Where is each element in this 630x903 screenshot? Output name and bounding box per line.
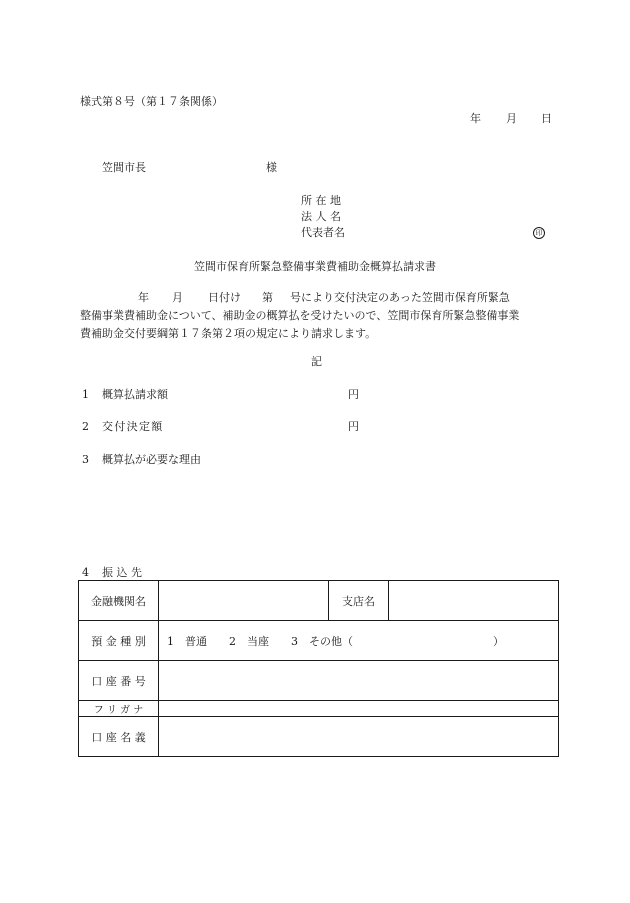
account-name-row: [79, 717, 559, 757]
body-year: 年: [138, 291, 149, 304]
furigana-field[interactable]: [159, 701, 559, 717]
body-date-suffix: 日付け: [208, 291, 241, 304]
deposit-type-label: 預 金 種 別: [79, 621, 159, 661]
account-number-row: [79, 661, 559, 701]
body-month: 月: [172, 291, 183, 304]
body-line-1-rest: 号により交付決定のあった笠間市保育所緊急: [290, 291, 510, 304]
account-name-label: 口 座 名 義: [79, 717, 159, 757]
item-3-label: 概算払が必要な理由: [102, 453, 201, 466]
item-3-number: 3: [82, 453, 89, 466]
body-line-2: 整備事業費補助金について、補助金の概算払を受けたいので、笠間市保育所緊急整備事業: [80, 309, 520, 322]
branch-name-field[interactable]: [389, 581, 559, 621]
item-2-unit: 円: [348, 420, 359, 433]
date-month-label: 月: [506, 112, 517, 125]
body-line-1: [80, 289, 560, 307]
representative-label: 代表者名: [301, 226, 345, 239]
deposit-type-field[interactable]: [159, 621, 559, 661]
date-year-label: 年: [470, 112, 481, 125]
item-2-number: 2: [82, 420, 89, 433]
transfer-heading: 振 込 先: [102, 566, 142, 579]
bank-info-table: [78, 580, 559, 757]
item-1-label: 概算払請求額: [102, 388, 168, 401]
furigana-row: [79, 701, 559, 717]
form-id: 様式第８号（第１７条関係）: [80, 95, 223, 108]
furigana-label: フ リ ガ ナ: [79, 701, 159, 717]
transfer-number: 4: [82, 566, 89, 579]
body-line-3: 費補助金交付要綱第１７条第２項の規定により請求します。: [80, 327, 377, 340]
deposit-type-close: ）: [493, 634, 504, 648]
account-name-field[interactable]: [159, 717, 559, 757]
date-day-label: 日: [541, 112, 552, 125]
deposit-type-options: 1 普通 2 当座 3 その他（: [167, 634, 353, 648]
body-paragraph: [80, 289, 560, 343]
addressee-honorific: 様: [266, 161, 277, 174]
address-label: 所 在 地: [301, 194, 341, 207]
body-no-prefix: 第: [262, 291, 273, 304]
account-number-field[interactable]: [159, 661, 559, 701]
deposit-type-row: [79, 621, 559, 661]
item-1-number: 1: [82, 388, 89, 401]
item-2-label: 交付決定額: [102, 420, 164, 433]
ki-heading: 記: [311, 355, 322, 368]
addressee-title: 笠間市長: [102, 161, 146, 174]
account-number-label: 口 座 番 号: [79, 661, 159, 701]
branch-name-label: 支店名: [329, 581, 389, 621]
seal-icon: 印: [533, 227, 545, 239]
bank-row: [79, 581, 559, 621]
bank-name-label: 金融機関名: [79, 581, 159, 621]
item-1-unit: 円: [348, 388, 359, 401]
seal-mark: [533, 226, 545, 239]
bank-name-field[interactable]: [159, 581, 329, 621]
corp-name-label: 法 人 名: [301, 210, 341, 223]
document-title: 笠間市保育所緊急整備事業費補助金概算払請求書: [194, 260, 436, 273]
